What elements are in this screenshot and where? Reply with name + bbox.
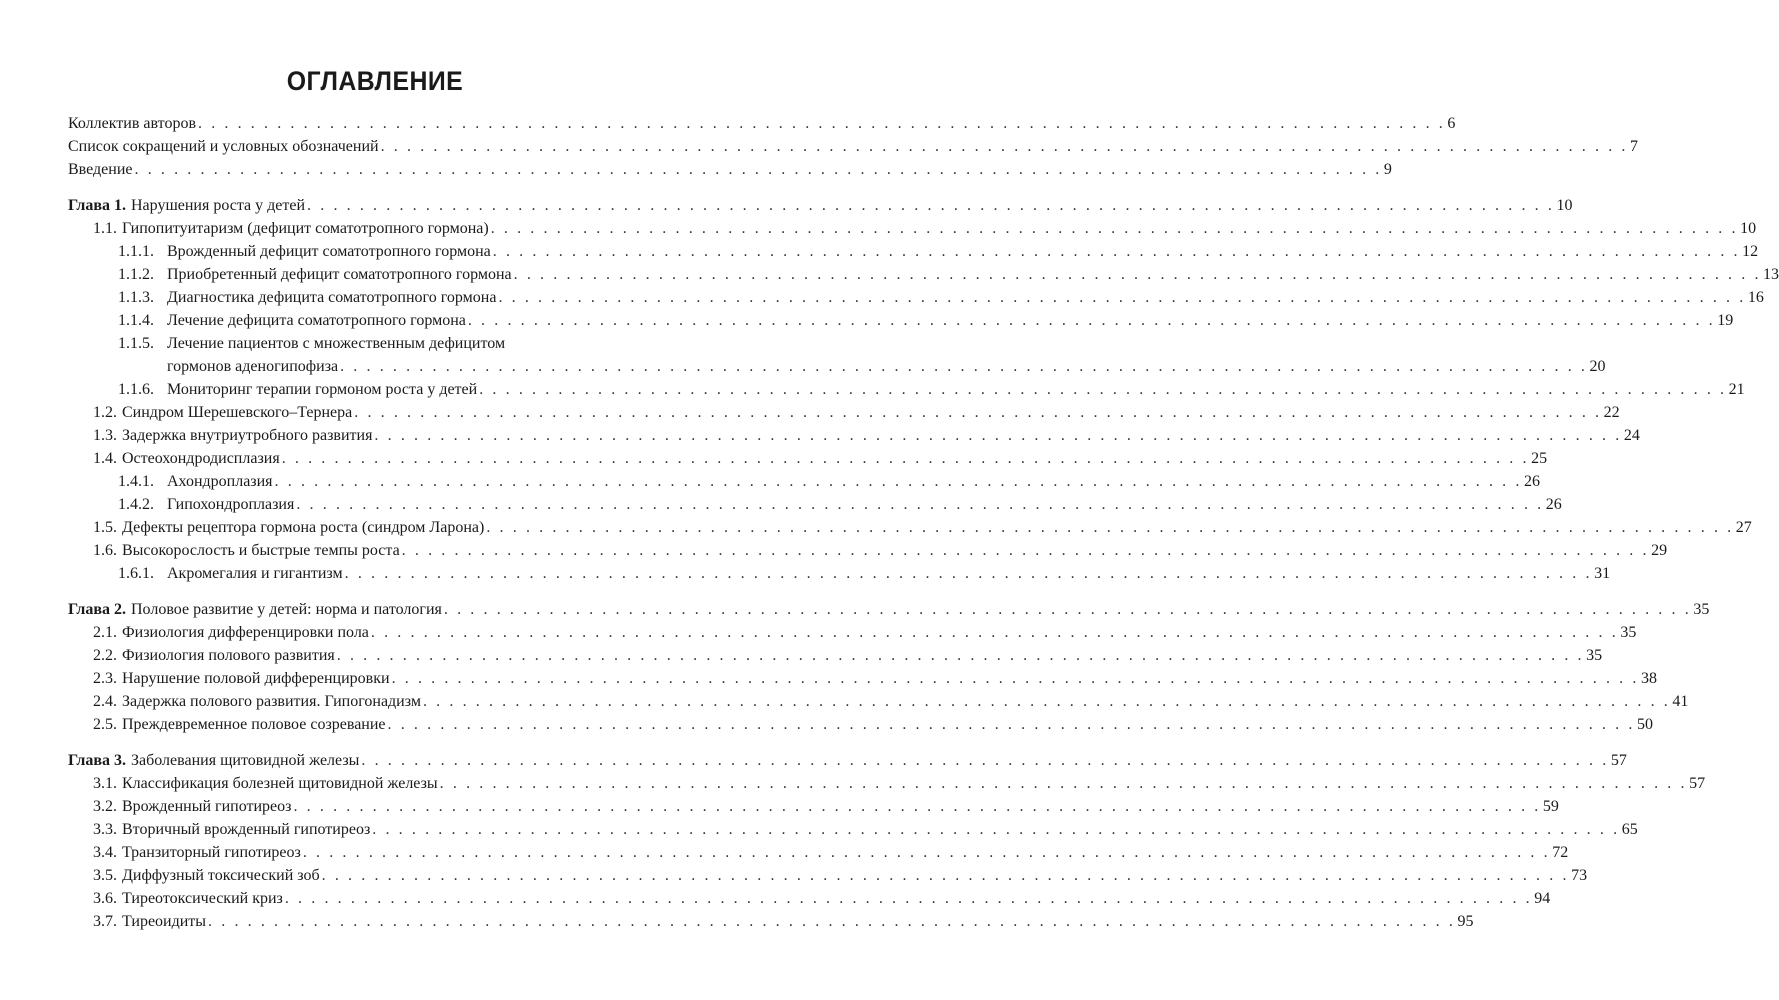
toc-entry	[68, 795, 1559, 818]
section-number: 1.3.	[93, 427, 117, 444]
chapter-label: Глава 1.	[68, 197, 126, 214]
toc-entry	[68, 401, 1620, 424]
dot-leader	[354, 401, 1601, 424]
toc-entry-page: 94	[1534, 890, 1551, 907]
dot-leader	[135, 158, 1382, 181]
toc-entry-page: 41	[1672, 693, 1689, 710]
dot-leader	[285, 887, 1532, 910]
toc-entry	[68, 447, 1548, 470]
toc-entry	[68, 470, 1540, 493]
dot-leader	[293, 795, 1540, 818]
dot-leader	[514, 263, 1761, 286]
toc-entry-title: Коллектив авторов	[68, 115, 196, 132]
section-number: 2.5.	[93, 716, 117, 733]
table-of-contents	[68, 112, 1779, 933]
section-number: 3.7.	[93, 913, 117, 930]
toc-entry	[68, 667, 1657, 690]
toc-entry-page: 20	[1589, 358, 1606, 375]
toc-chapter-2	[68, 598, 1710, 621]
dot-leader	[371, 621, 1618, 644]
section-number: 3.3.	[93, 821, 117, 838]
toc-chapter-1	[68, 194, 1573, 217]
toc-entry	[68, 217, 1757, 240]
toc-entry-title: Преждевременное половое созревание	[122, 716, 386, 733]
section-number: 2.3.	[93, 670, 117, 687]
toc-entry-title: Диагностика дефицита соматотропного гормона	[167, 289, 497, 306]
dot-leader	[337, 644, 1584, 667]
dot-leader	[322, 864, 1569, 887]
toc-entry	[68, 378, 1745, 401]
dot-leader	[444, 598, 1691, 621]
toc-entry-title: Диффузный токсический зоб	[122, 867, 320, 884]
dot-leader	[296, 493, 1543, 516]
toc-entry-title: Приобретенный дефицит соматотропного гормона	[167, 266, 512, 283]
section-number: 1.6.1.	[118, 565, 154, 582]
toc-entry-title: Синдром Шерешевского–Тернера	[122, 404, 353, 421]
section-number: 1.1.5.	[118, 335, 154, 352]
toc-entry-title: Врожденный дефицит соматотропного гормона	[167, 243, 491, 260]
section-number: 3.5.	[93, 867, 117, 884]
section-number: 1.5.	[93, 519, 117, 536]
toc-entry-title: Акромегалия и гигантизм	[167, 565, 343, 582]
toc-entry-page: 38	[1640, 670, 1657, 687]
toc-entry-page: 6	[1447, 115, 1456, 132]
toc-entry-page: 22	[1603, 404, 1620, 421]
toc-entry-page: 29	[1651, 542, 1668, 559]
section-number: 2.2.	[93, 647, 117, 664]
toc-entry-title: Вторичный врожденный гипотиреоз	[122, 821, 371, 838]
section-number: 1.1.2.	[118, 266, 154, 283]
section-number: 1.1.1.	[118, 243, 154, 260]
toc-entry	[68, 887, 1551, 910]
dot-leader	[491, 217, 1738, 240]
toc-entry-title: Гипохондроплазия	[167, 496, 295, 513]
toc-entry-page: 7	[1630, 138, 1638, 155]
toc-entry-page: 65	[1621, 821, 1638, 838]
toc-entry-page: 10	[1740, 220, 1757, 237]
toc-entry-page: 16	[1747, 289, 1764, 306]
toc-entry	[68, 818, 1638, 841]
toc-entry-title: Ахондроплазия	[167, 473, 273, 490]
toc-entry-title: Гипопитуитаризм (дефицит соматотропного гормона)	[122, 220, 489, 237]
dot-leader	[303, 841, 1550, 864]
toc-entry-title-continued: гормонов аденогипофиза	[167, 358, 339, 375]
toc-entry-title: Введение	[68, 161, 133, 178]
toc-entry-page: 57	[1610, 752, 1627, 769]
toc-entry	[68, 286, 1764, 309]
toc-entry-title: Половое развитие у детей: норма и патология	[131, 601, 442, 618]
toc-entry	[68, 158, 1392, 181]
dot-leader	[361, 749, 1608, 772]
toc-entry	[68, 772, 1706, 795]
toc-entry	[68, 690, 1689, 713]
toc-entry-page: 35	[1586, 647, 1603, 664]
section-number: 1.1.	[93, 220, 117, 237]
toc-entry-title: Нарушение половой дифференцировки	[122, 670, 390, 687]
section-number: 3.1.	[93, 775, 117, 792]
section-number: 1.6.	[93, 542, 117, 559]
toc-entry	[68, 864, 1588, 887]
toc-entry-page: 35	[1693, 601, 1710, 618]
toc-entry-page: 35	[1620, 624, 1637, 641]
dot-leader	[423, 690, 1670, 713]
toc-entry-page: 59	[1542, 798, 1559, 815]
dot-leader	[479, 378, 1726, 401]
toc-entry	[68, 644, 1603, 667]
dot-leader	[468, 309, 1715, 332]
dot-leader	[388, 713, 1635, 736]
section-number: 2.1.	[93, 624, 117, 641]
section-number: 1.4.1.	[118, 473, 154, 490]
toc-entry-title: Нарушения роста у детей	[131, 197, 306, 214]
toc-entry-page: 9	[1383, 161, 1392, 178]
toc-entry	[68, 539, 1668, 562]
toc-entry-title: Физиология полового развития	[122, 647, 335, 664]
dot-leader	[498, 286, 1745, 309]
toc-entry-title: Тиреоидиты	[122, 913, 207, 930]
toc-entry-title: Задержка полового развития. Гипогонадизм	[122, 693, 421, 710]
chapter-label: Глава 3.	[68, 752, 126, 769]
toc-entry-page: 72	[1552, 844, 1569, 861]
toc-entry	[68, 621, 1637, 644]
dot-leader	[275, 470, 1522, 493]
page-title: ОГЛАВЛЕНИЕ	[286, 66, 464, 96]
toc-entry	[68, 424, 1640, 447]
toc-entry-title: Лечение дефицита соматотропного гормона	[167, 312, 466, 329]
toc-entry-title: Высокорослость и быстрые темпы роста	[122, 542, 400, 559]
dot-leader	[486, 516, 1733, 539]
toc-entry-title: Классификация болезней щитовидной железы	[122, 775, 438, 792]
toc-entry-page: 26	[1523, 473, 1540, 490]
toc-entry	[68, 112, 1456, 135]
dot-leader	[198, 112, 1445, 135]
section-number: 1.2.	[93, 404, 117, 421]
toc-entry-page: 13	[1763, 266, 1779, 283]
toc-entry-page: 21	[1728, 381, 1745, 398]
dot-leader	[340, 355, 1587, 378]
toc-entry-page: 27	[1735, 519, 1752, 536]
toc-entry	[68, 841, 1569, 864]
toc-entry	[68, 309, 1734, 332]
section-number: 3.4.	[93, 844, 117, 861]
toc-entry-page: 26	[1545, 496, 1562, 513]
section-number: 3.6.	[93, 890, 117, 907]
toc-entry	[68, 493, 1562, 516]
toc-entry-page: 57	[1689, 775, 1706, 792]
section-number: 1.4.	[93, 450, 117, 467]
toc-entry-page: 19	[1717, 312, 1734, 329]
toc-entry-title: Лечение пациентов с множественным дефицитом	[167, 335, 506, 352]
toc-entry-title: Мониторинг терапии гормоном роста у детей	[167, 381, 478, 398]
chapter-label: Глава 2.	[68, 601, 126, 618]
dot-leader	[493, 240, 1740, 263]
toc-entry-page: 25	[1531, 450, 1548, 467]
dot-leader	[381, 135, 1628, 158]
toc-entry-page: 10	[1556, 197, 1573, 214]
section-number: 1.1.4.	[118, 312, 154, 329]
toc-entry-title: Заболевания щитовидной железы	[131, 752, 360, 769]
toc-entry	[68, 910, 1474, 933]
toc-entry-page: 31	[1594, 565, 1611, 582]
toc-entry-page: 73	[1571, 867, 1588, 884]
toc-chapter-3	[68, 749, 1627, 772]
toc-entry-title: Остеохондродисплазия	[122, 450, 280, 467]
toc-entry-title: Транзиторный гипотиреоз	[122, 844, 301, 861]
section-number: 1.1.3.	[118, 289, 154, 306]
toc-entry	[68, 562, 1611, 585]
dot-leader	[307, 194, 1554, 217]
toc-entry-page: 24	[1623, 427, 1640, 444]
toc-entry-page: 95	[1457, 913, 1474, 930]
toc-entry	[68, 263, 1779, 286]
toc-entry-title: Физиология дифференцировки пола	[122, 624, 369, 641]
toc-entry	[68, 332, 1606, 378]
toc-entry	[68, 713, 1653, 736]
dot-leader	[374, 424, 1621, 447]
dot-leader	[345, 562, 1592, 585]
section-number: 1.1.6.	[118, 381, 154, 398]
dot-leader	[282, 447, 1529, 470]
toc-entry	[68, 240, 1759, 263]
toc-entry-page: 12	[1742, 243, 1759, 260]
toc-entry-title: Дефекты рецептора гормона роста (синдром Ларона)	[122, 519, 485, 536]
dot-leader	[392, 667, 1639, 690]
section-number: 3.2.	[93, 798, 117, 815]
section-number: 2.4.	[93, 693, 117, 710]
toc-entry-title: Список сокращений и условных обозначений	[68, 138, 379, 155]
section-number: 1.4.2.	[118, 496, 154, 513]
dot-leader	[402, 539, 1649, 562]
toc-entry	[68, 516, 1752, 539]
toc-entry-title: Тиреотоксический криз	[122, 890, 283, 907]
toc-entry-title: Задержка внутриутробного развития	[122, 427, 373, 444]
dot-leader	[372, 818, 1619, 841]
dot-leader	[440, 772, 1687, 795]
toc-entry	[68, 135, 1638, 158]
toc-entry-page: 50	[1636, 716, 1653, 733]
dot-leader	[208, 910, 1455, 933]
toc-entry-title: Врожденный гипотиреоз	[122, 798, 292, 815]
